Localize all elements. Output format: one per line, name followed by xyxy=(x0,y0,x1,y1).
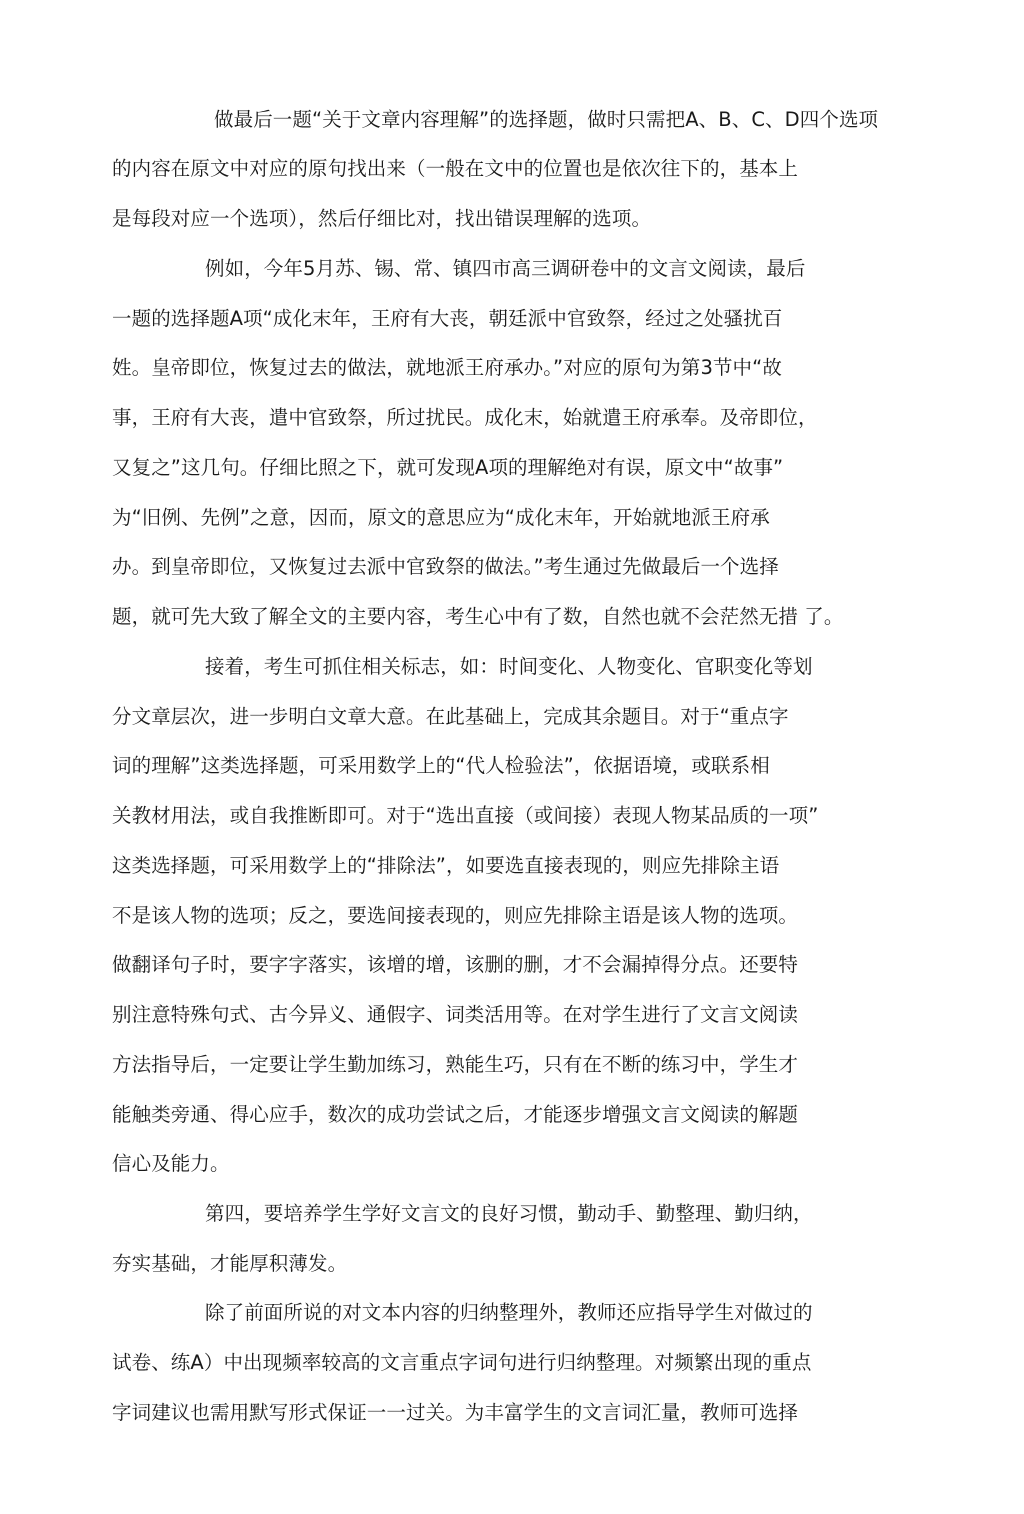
text-line: 为“旧例、先例”之意，因而，原文的意思应为“成化末年，开始就地派王府承 xyxy=(112,506,770,529)
text-line: 又复之”这几句。仔细比照之下，就可发现A项的理解绝对有误，原文中“故事” xyxy=(112,456,784,479)
text-line: 别注意特殊句式、古今异义、通假字、词类活用等。在对学生进行了文言文阅读 xyxy=(112,1003,799,1026)
text-line: 做最后一题“关于文章内容理解”的选择题，做时只需把A、B、C、D四个选项 xyxy=(214,108,879,131)
text-line: 不是该人物的选项；反之，要选间接表现的，则应先排除主语是该人物的选项。 xyxy=(112,904,799,927)
text-line: 做翻译句子时，要字字落实，该增的增，该删的删，才不会漏掉得分点。还要特 xyxy=(112,953,799,976)
text-line: 关教材用法，或自我推断即可。对于“选出直接（或间接）表现人物某品质的一项” xyxy=(112,804,819,827)
text-line: 事，王府有大丧，遣中官致祭，所过扰民。成化末，始就遣王府承奉。及帝即位， xyxy=(112,406,818,429)
text-line: 这类选择题，可采用数学上的“排除法”，如要选直接表现的，则应先排除主语 xyxy=(112,854,780,877)
text-line: 能触类旁通、得心应手，数次的成功尝试之后，才能逐步增强文言文阅读的解题 xyxy=(112,1103,799,1126)
text-line: 是每段对应一个选项），然后仔细比对，找出错误理解的选项。 xyxy=(112,207,652,230)
text-line: 例如，今年5月苏、锡、常、镇四市高三调研卷中的文言文阅读，最后 xyxy=(205,257,806,280)
text-line: 除了前面所说的对文本内容的归纳整理外，教师还应指导学生对做过的 xyxy=(205,1301,813,1324)
text-line: 姓。皇帝即位，恢复过去的做法，就地派王府承办。”对应的原句为第3节中“故 xyxy=(112,356,782,379)
text-line: 第四，要培养学生学好文言文的良好习惯，勤动手、勤整理、勤归纳， xyxy=(205,1202,813,1225)
text-line: 信心及能力。 xyxy=(112,1152,230,1175)
text-line: 字词建议也需用默写形式保证一一过关。为丰富学生的文言词汇量，教师可选择 xyxy=(112,1401,799,1424)
text-line: 接着，考生可抓住相关标志，如：时间变化、人物变化、官职变化等划 xyxy=(205,655,813,678)
text-line: 试卷、练A）中出现频率较高的文言重点字词句进行归纳整理。对频繁出现的重点 xyxy=(112,1351,812,1374)
text-line: 词的理解”这类选择题，可采用数学上的“代人检验法”，依据语境，或联系相 xyxy=(112,754,770,777)
text-line: 题，就可先大致了解全文的主要内容，考生心中有了数，自然也就不会茫然无措 了。 xyxy=(112,605,844,628)
text-line: 的内容在原文中对应的原句找出来（一般在文中的位置也是依次往下的，基本上 xyxy=(112,157,799,180)
text-line: 一题的选择题A项“成化末年，王府有大丧，朝廷派中官致祭，经过之处骚扰百 xyxy=(112,307,783,330)
text-line: 方法指导后，一定要让学生勤加练习，熟能生巧，只有在不断的练习中，学生才 xyxy=(112,1053,799,1076)
text-line: 夯实基础，才能厚积薄发。 xyxy=(112,1252,348,1275)
text-line: 分文章层次，进一步明白文章大意。在此基础上，完成其余题目。对于“重点字 xyxy=(112,705,789,728)
text-line: 办。到皇帝即位，又恢复过去派中官致祭的做法。”考生通过先做最后一个选择 xyxy=(112,555,779,578)
